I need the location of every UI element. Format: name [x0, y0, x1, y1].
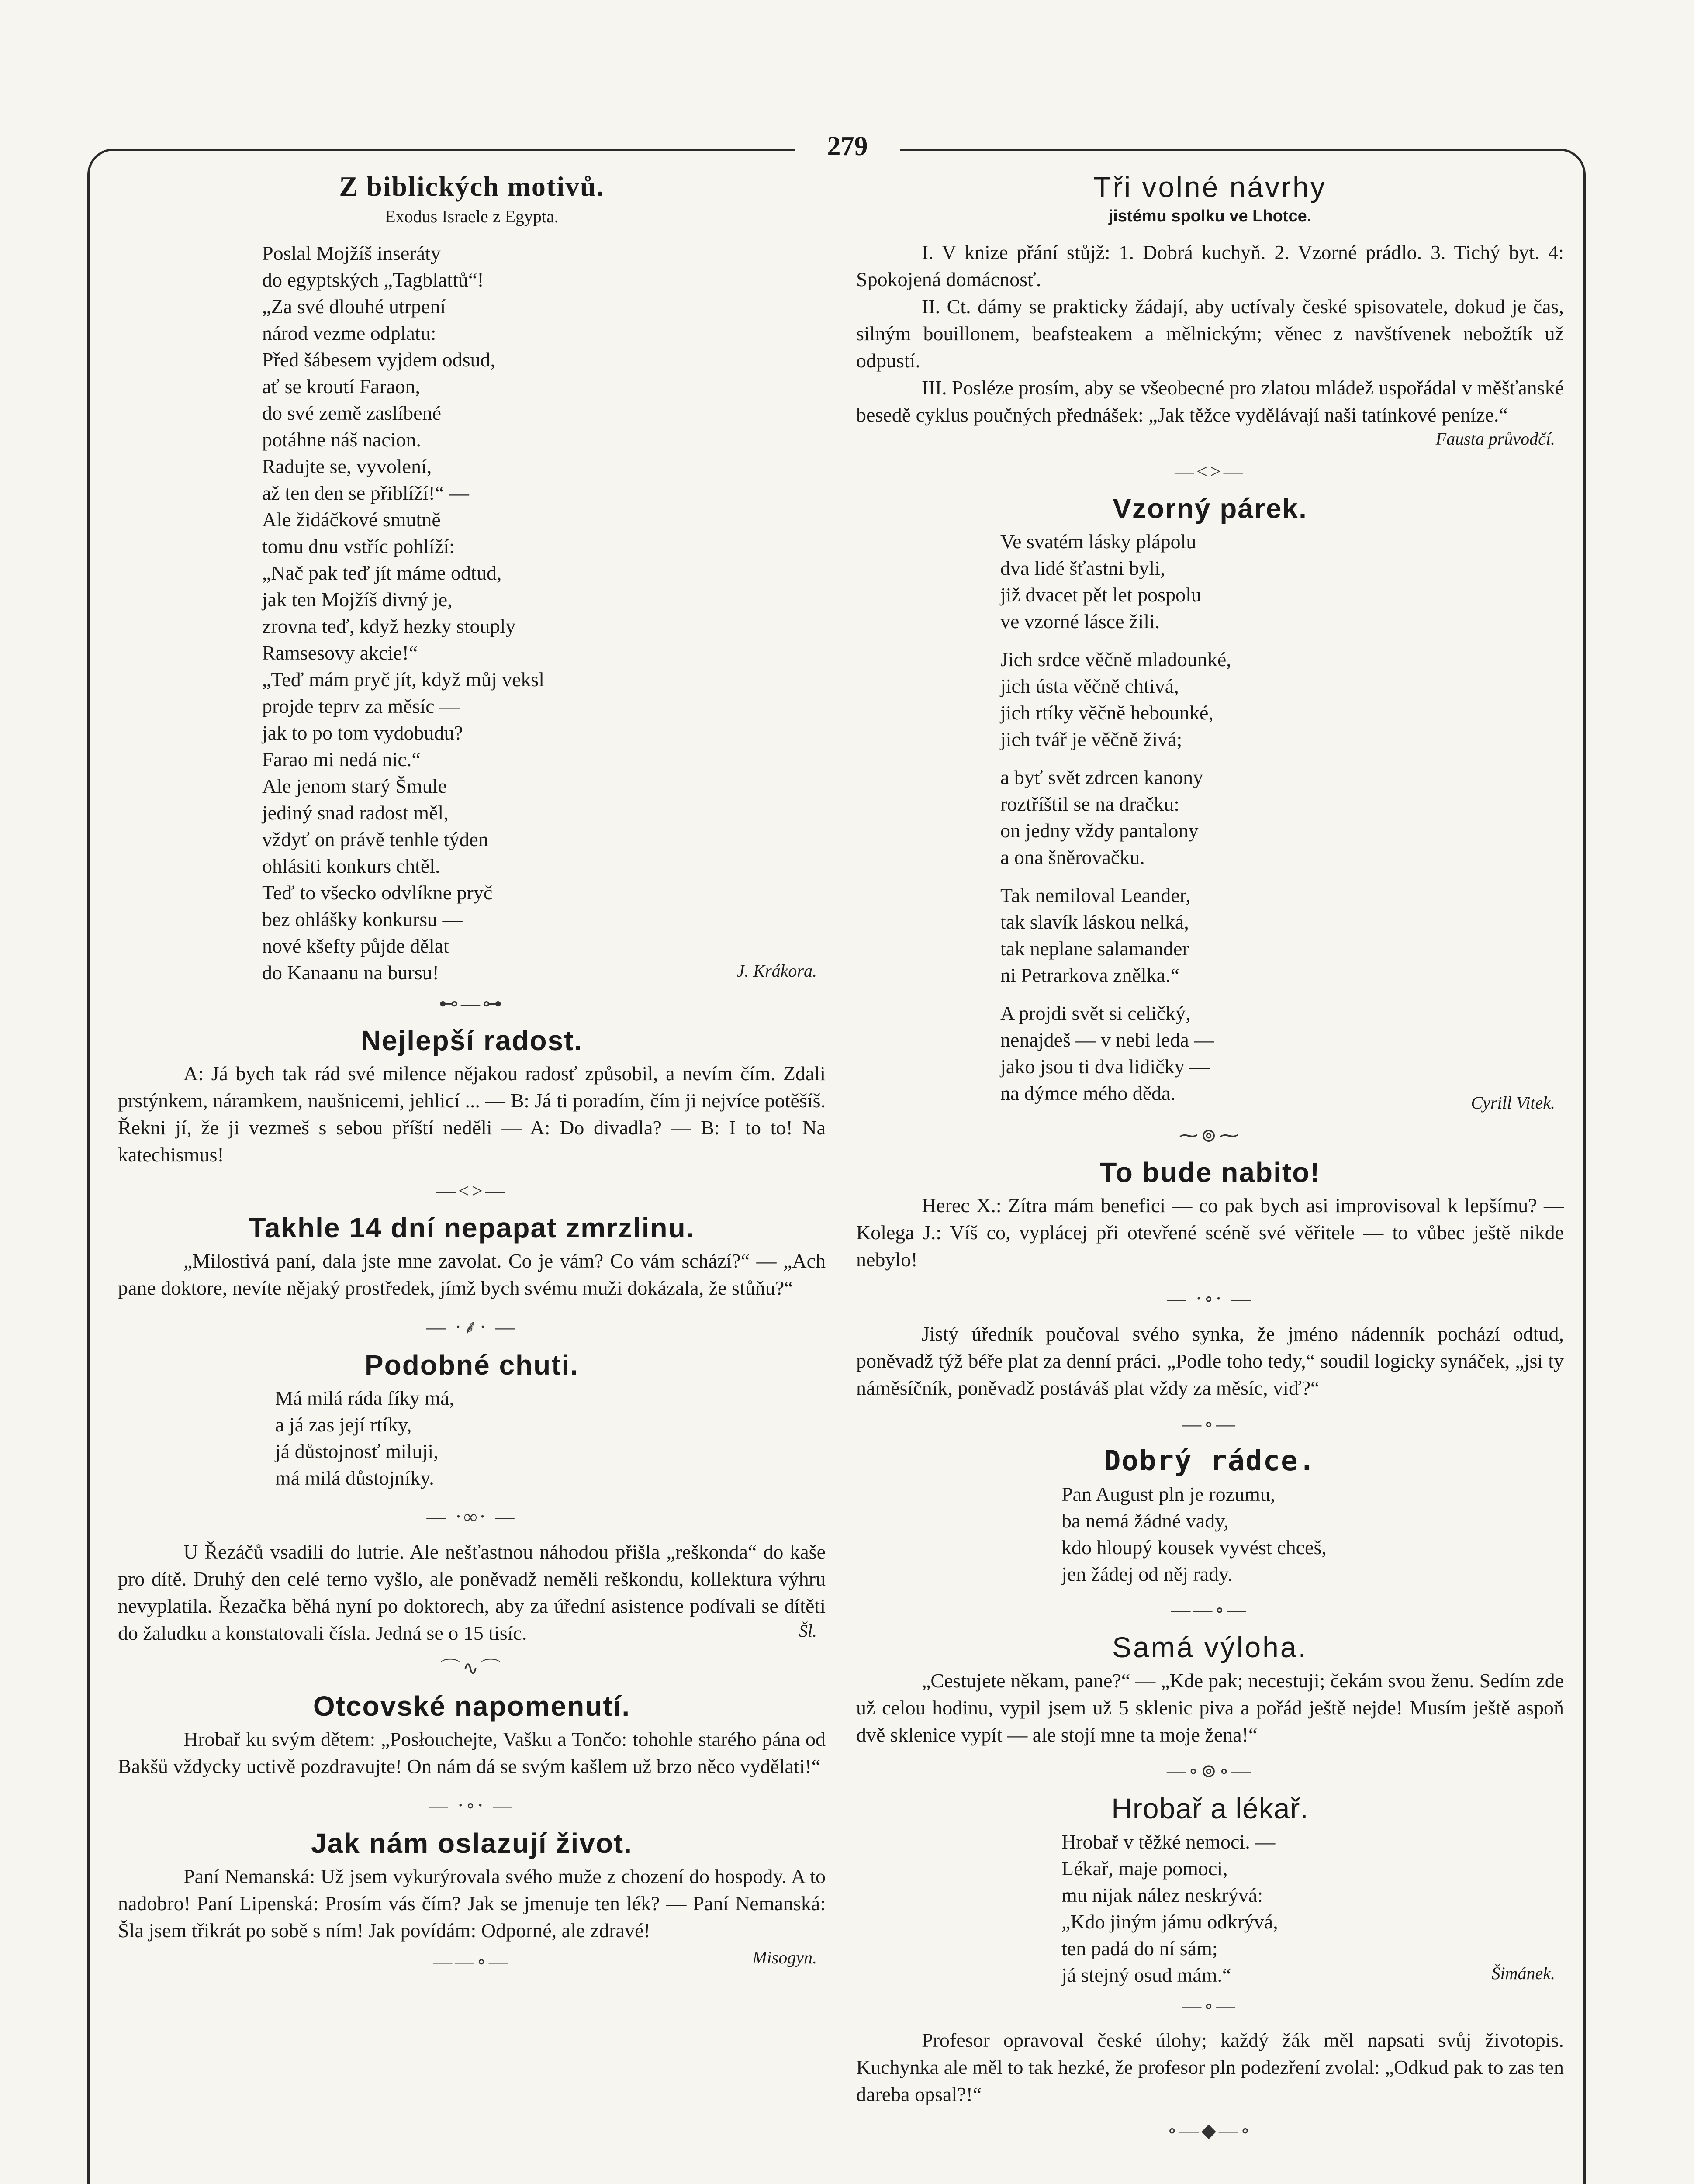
poem-line: až ten den se přiblíží!“ — [262, 482, 469, 504]
poem-title: Hrobař a lékař. [1111, 1792, 1309, 1825]
poem-line: já stejný osud mám.“ [1061, 1964, 1231, 1986]
poem-line: ba nemá žádné vady, [1061, 1510, 1229, 1532]
poem-line: Ramsesovy akcie!“ [262, 642, 418, 664]
poem-subtitle: Exodus Israele z Egypta. [385, 207, 559, 226]
poem-line: ohlásiti konkurs chtěl. [262, 855, 440, 877]
poem-stanza [1000, 882, 1564, 988]
poem-line: jediný snad radost měl, [262, 802, 449, 824]
poem-line: jak to po tom vydobudu? [262, 722, 463, 744]
signature: Fausta průvodčí. [1435, 429, 1555, 449]
poem-line: on jedny vždy pantalony [1000, 819, 1199, 842]
proposals-subtitle: jistému spolku ve Lhotce. [1108, 207, 1312, 225]
poem-line: bez ohlášky konkursu — [262, 908, 463, 930]
poem-line: Hrobař v těžké nemoci. — [1061, 1831, 1276, 1853]
ornament: — ⸱∘⸱ — [1167, 1288, 1253, 1310]
poem-title: Vzorný párek. [1113, 493, 1307, 524]
joke-text: Jistý úředník poučoval svého synka, že jméno nádenník pochází odtud, poněvadž týž béře plat za denní práci. „Podle toho tedy,“ soudil logicky synáček, „jsi ty náměsíčník, poněvadž postáváš plat vždy za měsíc, viď?“ [856, 1323, 1564, 1399]
poem-line: tomu dnu vstříc pohlíží: [262, 535, 455, 557]
ornament: ⊷—⊶ [439, 993, 505, 1014]
poem-line: mu nijak nález neskrývá: [1061, 1884, 1263, 1906]
joke-title: Nejlepší radost. [360, 1025, 583, 1056]
poem-line: Ve svatém lásky plápolu [1000, 530, 1196, 553]
poem-model-couple [856, 492, 1564, 1113]
poem-title: Z biblických motivů. [339, 171, 605, 202]
poem-title: Dobrý rádce. [1103, 1445, 1317, 1477]
joke-text: U Řezáčů vsadili do lutrie. Ale nešťastnou náhodou přišla „reškonda“ do kaše pro dítě. Druhý den celé terno vyšlo, ale poněvadž neměli reškondu, kollektura výhru nevyplatila. Řezačka běhá nyní po doktorech, aby za úřední asistence podívali se dítěti do žaludku a konstatovali čísla. Jedná se o 15 tisíc. [118, 1541, 826, 1644]
right-column [856, 170, 1564, 2184]
poem-line: a byť svět zdrcen kanony [1000, 766, 1203, 788]
poem-stanza [1000, 528, 1564, 635]
poem-line: národ vezme odplatu: [262, 322, 436, 344]
ornament: —∘— [1182, 1995, 1238, 2017]
poem-line: jen žádej od něj rady. [1061, 1563, 1233, 1585]
poem-stanzas [856, 528, 1564, 1106]
joke-text: „Cestujete někam, pane?“ — „Kde pak; necestuji; čekám svou ženu. Sedím zde už celou hodinu, vypil jsem už 5 sklenic piva a pořád ještě nejde! Musím ještě aspoň dvě sklenice vypít — ale stojí mne ta moje žena!“ [856, 1669, 1564, 1746]
poem-line: a ona šněrovačku. [1000, 846, 1145, 868]
joke-title: Takhle 14 dní nepapat zmrzlinu. [249, 1212, 695, 1244]
poem-line: Pan August pln je rozumu, [1061, 1483, 1276, 1505]
poem-line: zrovna teď, když hezky stouply [262, 615, 516, 637]
poem-line: do Kanaanu na bursu! [262, 961, 439, 984]
joke-title: Otcovské napomenutí. [313, 1690, 631, 1722]
poem-line: do egyptských „Tagblattů“! [262, 269, 484, 291]
poem-line: Farao mi nedá nic.“ [262, 748, 421, 771]
ornament: ⁓⊚⁓ [1179, 1125, 1241, 1146]
ornament: ——∘— [1171, 1599, 1249, 1621]
left-column [118, 170, 826, 2184]
poem-line: kdo hloupý kousek vyvést chceš, [1061, 1536, 1327, 1559]
joke-text: Hrobař ku svým dětem: „Posłouchejte, Vašku a Tončo: tohohle starého pána od Bakšů vždycky uctivě pozdravujte! On nám dá se svým kašlem už brzo něco vydělati!“ [118, 1728, 826, 1777]
signature: Šl. [799, 1621, 817, 1641]
joke-text: „Milostivá paní, dala jste mne zavolat. Co je vám? Co vám schází?“ — „Ach pane doktore, nevíte nějaký prostředek, jímž bych svému muži dokázala, že stůňu?“ [118, 1250, 826, 1299]
three-proposals [856, 170, 1564, 449]
signature: J. Krákora. [736, 961, 817, 981]
joke-best-joy [118, 1024, 826, 1168]
poem-lines [118, 1385, 826, 1491]
joke-day-laborer [856, 1320, 1564, 1402]
poem-line: nové kšefty půjde dělat [262, 935, 449, 957]
poem-stanza [1000, 1000, 1564, 1106]
proposals-text: I. V knize přání stůjž: 1. Dobrá kuchyň. 2. Vzorné prádlo. 3. Tichý byt. 4: Spokojená domácnosť. II. Ct. dámy se prakticky žádají, aby uctívaly české spisovatele, dokud je čas, silným bouillonem, beafsteakem a mělnickým; věnec z navštívenek nebožtík už odpustí. III. Posléze prosím, aby se všeobecné pro zlatou mládež uspořádal v měšťanské besedě cyklus poučných přednášek: „Jak těžce vydělávají naši tatínkové peníze.“ [856, 241, 1564, 426]
poem-line: ni Petrarkova znělka.“ [1000, 964, 1179, 986]
ornament: ——∘— [433, 1951, 511, 1972]
poem-line: já důstojnosť miluji, [275, 1440, 439, 1462]
poem-line: jako jsou ti dva lidičky — [1000, 1055, 1210, 1078]
poem-good-adviser [856, 1445, 1564, 1587]
poem-line: „Teď mám pryč jít, když můj veksl [262, 668, 545, 691]
joke-text: A: Já bych tak rád své milence nějakou radosť způsobil, a nevím čím. Zdali prstýnkem, náramkem, naušnicemi, jehlicí ... — B: Já ti poradím, čím ji nejvíce potěšíš. Řekni jí, že ji vezmeš s sebou příští neděli — A: Do divadla? — B: I to to! Na katechismus! [118, 1062, 826, 1166]
poem-line: Tak nemiloval Leander, [1000, 884, 1191, 906]
ornament: —<>— [436, 1180, 507, 1202]
ornament: —∘— [1182, 1413, 1238, 1435]
poem-line: ten padá do ní sám; [1061, 1937, 1218, 1959]
poem-line: ať se kroutí Faraon, [262, 375, 421, 397]
poem-line: má milá důstojníky. [275, 1467, 434, 1489]
ornament: — ⸱∘⸱ — [429, 1795, 515, 1816]
poem-line: na dýmce mého děda. [1000, 1082, 1176, 1104]
signature: Šimánek. [1491, 1963, 1555, 1983]
poem-line: „Kdo jiným jámu odkrývá, [1061, 1911, 1278, 1933]
joke-expense [856, 1631, 1564, 1749]
proposals-title: Tři volné návrhy [1093, 171, 1327, 203]
poem-stanza [1000, 764, 1564, 871]
poem-line: jich rtíky věčně hebounké, [1000, 702, 1213, 724]
poem-line: A projdi svět si celičký, [1000, 1002, 1191, 1024]
poem-line: Ale jenom starý Šmule [262, 775, 447, 797]
poem-line: ve vzorné lásce žili. [1000, 610, 1160, 632]
joke-lottery [118, 1538, 826, 1644]
poem-line: Teď to všecko odvlíkne pryč [262, 881, 493, 904]
joke-autobiography [856, 2027, 1564, 2108]
poem-gravedigger-doctor [856, 1792, 1564, 1984]
poem-line: tak slavík láskou nelká, [1000, 911, 1189, 933]
joke-text: Herec X.: Zítra mám benefici — co pak bych asi improvisoval k lepšímu? — Kolega J.: Víš co, vyplácej při otevřené scéně své věřitele — to vůbec ještě nikde nebylo! [856, 1194, 1564, 1271]
joke-loaded [856, 1156, 1564, 1273]
poem-line: Před šábesem vyjdem odsud, [262, 349, 496, 371]
poem-similar-tastes [118, 1349, 826, 1491]
ornament: —∘⊚∘— [1166, 1760, 1253, 1782]
poem-line: roztříštil se na dračku: [1000, 793, 1180, 815]
poem-line: Poslal Mojžíš inseráty [262, 242, 441, 264]
poem-title: Podobné chuti. [364, 1349, 579, 1381]
joke-text: Paní Nemanská: Už jsem vykurýrovala svého muže z chození do hospody. A to nadobro! Paní Lipenská: Prosím vás čím? Jak se jmenuje ten lék? — Paní Nemanská: Šla jsem třikrát po sobě s ním! Jak povídám: Odporné, ale zdravé! [118, 1865, 826, 1942]
joke-text: Profesor opravoval české úlohy; každý žák měl napsati svůj životopis. Kuchynka ale měl to tak hezké, že profesor pln podezření zvolal: „Odkud pak to zas ten dareba opsal?!“ [856, 2029, 1564, 2105]
poem-line: Lékař, maje pomoci, [1061, 1857, 1228, 1880]
ornament: — ⸱∞⸱ — [426, 1506, 517, 1527]
poem-stanza [1000, 646, 1564, 753]
signature: Misogyn. [752, 1948, 817, 1967]
joke-title: Jak nám oslazují život. [311, 1828, 633, 1859]
poem-line: vždyť on právě tenhle týden [262, 828, 488, 850]
poem-line: potáhne náš nacion. [262, 429, 422, 451]
poem-line: tak neplane salamander [1000, 937, 1189, 960]
ornament: — ⸱⸙⸱ — [426, 1317, 518, 1338]
poem-line: „Nač pak teď jít máme odtud, [262, 562, 502, 584]
joke-title: To bude nabito! [1099, 1157, 1321, 1188]
joke-sweeten-life [118, 1827, 826, 1972]
poem-line: jich ústa věčně chtivá, [1000, 675, 1179, 697]
poem-lines [118, 240, 826, 986]
poem-line: dva lidé šťastni byli, [1000, 557, 1165, 579]
poem-biblical-motives [118, 170, 826, 984]
poem-line: Ale židáčkové smutně [262, 508, 441, 531]
poem-line: Radujte se, vyvolení, [262, 455, 432, 477]
joke-title: Samá výloha. [1112, 1631, 1308, 1663]
poem-line: nenajdeš — v nebi leda — [1000, 1029, 1214, 1051]
ornament: —<>— [1175, 461, 1245, 482]
poem-line: a já zas její rtíky, [275, 1413, 412, 1436]
signature: Cyrill Vitek. [1471, 1093, 1555, 1113]
page-number: 279 [795, 131, 900, 162]
poem-line: již dvacet pět let pospolu [1000, 584, 1201, 606]
joke-ice-cream [118, 1212, 826, 1302]
poem-line: do své země zaslíbené [262, 402, 441, 424]
ornament: ⌒∿⌒ [440, 1658, 503, 1679]
poem-line: projde teprv za měsíc — [262, 695, 460, 717]
poem-line: Jich srdce věčně mladounké, [1000, 648, 1231, 670]
poem-line: „Za své dlouhé utrpení [262, 295, 446, 318]
poem-line: Má milá ráda fíky má, [275, 1387, 455, 1409]
joke-fatherly-advice [118, 1690, 826, 1780]
poem-lines [856, 1481, 1564, 1587]
ornament: ∘—◆—∘ [1167, 2120, 1253, 2141]
poem-line: jak ten Mojžíš divný je, [262, 588, 453, 611]
poem-line: jich tvář je věčně živá; [1000, 728, 1182, 750]
